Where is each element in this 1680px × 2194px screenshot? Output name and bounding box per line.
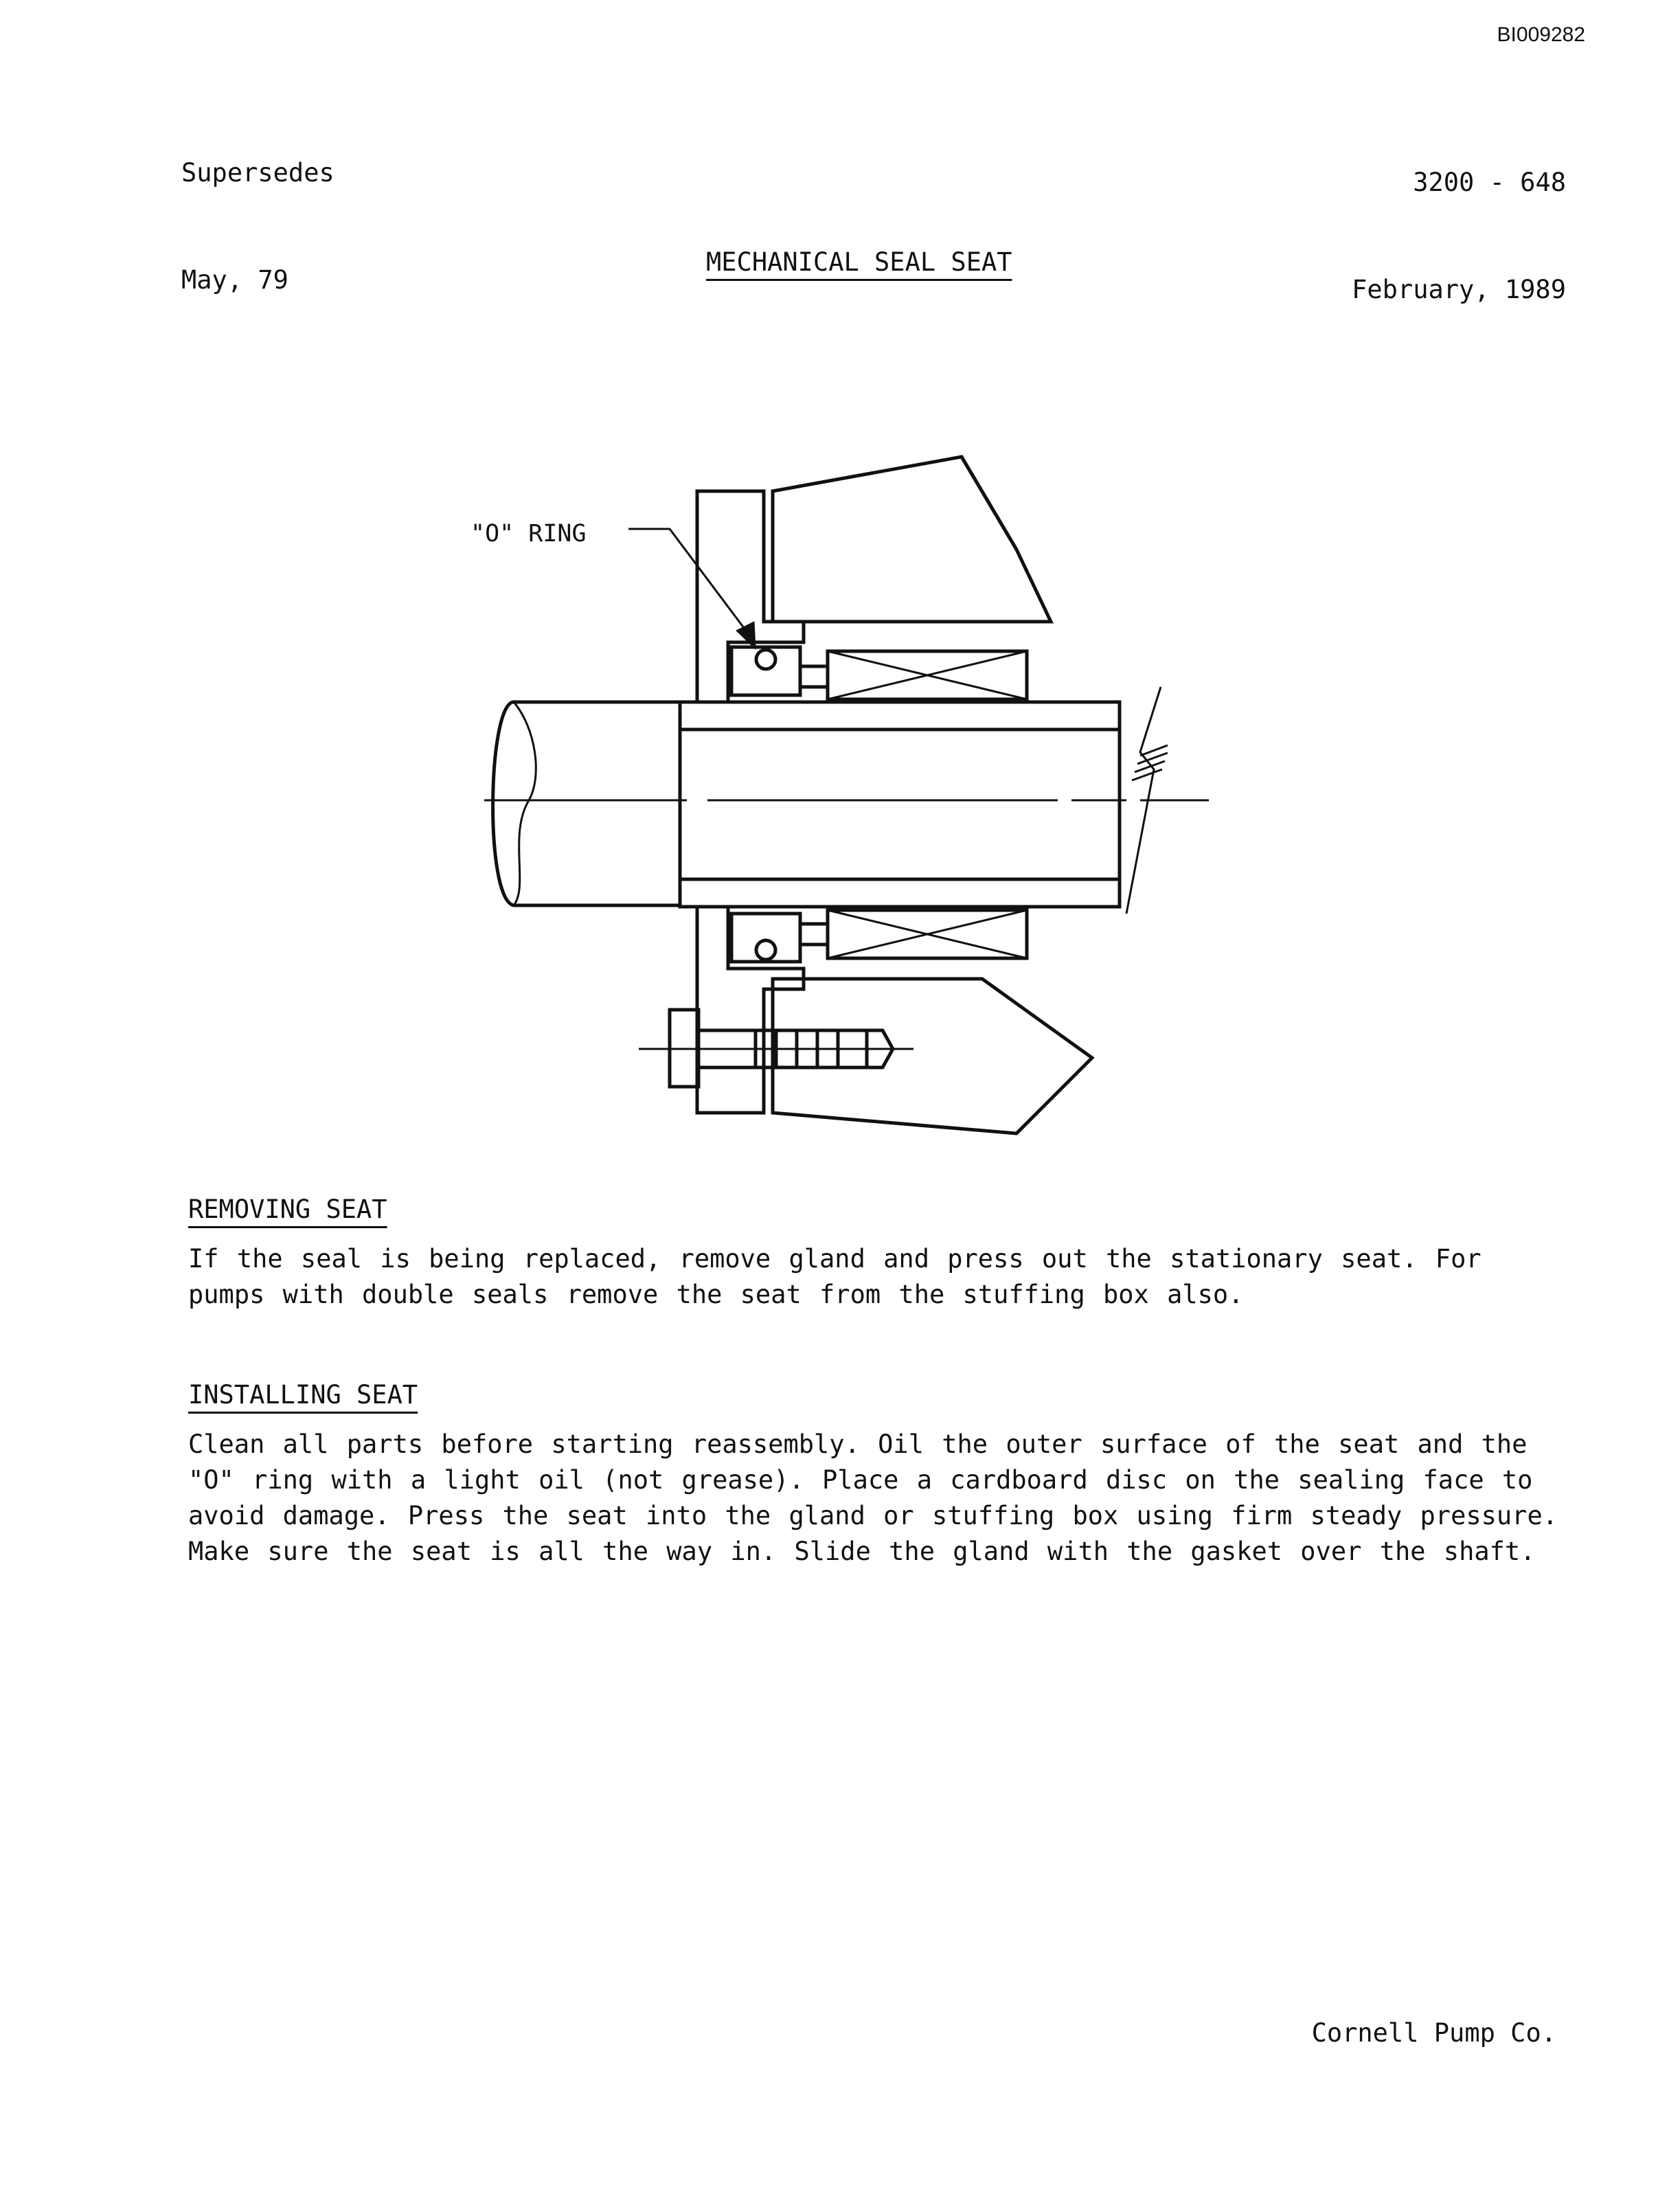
reference-number: 3200 - 648: [1413, 168, 1566, 197]
page-title: MECHANICAL SEAL SEAT: [706, 247, 1012, 277]
section-heading-removing: REMOVING SEAT: [188, 1195, 387, 1224]
document-id: BI009282: [1497, 23, 1585, 46]
footer-company: Cornell Pump Co.: [1311, 2018, 1556, 2048]
stationary-seat-lower: [731, 914, 800, 962]
gland-bolt: [639, 1010, 913, 1087]
gland-lower: [697, 907, 804, 1113]
stuffing-box-lower: [773, 979, 1092, 1133]
gland-upper: [697, 491, 804, 702]
section-heading-installing: INSTALLING SEAT: [188, 1380, 418, 1410]
o-ring-upper: [756, 650, 775, 669]
section-body-removing: If the seal is being replaced, remove gland and press out the stationary seat. For pumps with double seals remove the seat from the stuffing box also.: [188, 1244, 1482, 1309]
supersedes-label: Supersedes: [181, 158, 334, 188]
stationary-seat-upper: [731, 647, 800, 695]
rotating-seal-upper: [828, 651, 1027, 699]
rotating-seal-lower: [828, 910, 1027, 958]
supersedes-date: May, 79: [181, 265, 288, 295]
shaft: [493, 702, 680, 905]
o-ring-leader: [628, 529, 756, 649]
reference-date: February, 1989: [1352, 275, 1566, 304]
section-body-installing: Clean all parts before starting reassembly. Oil the outer surface of the seat and the "O" ring with a light oil (not grease). Place a cardboard disc on the sealing face to avoid damage. Press the seat into the gland or stuffing box using firm steady pressure. Make sure the seat is all the way in. Slide the gland with the gasket over the shaft.: [188, 1429, 1558, 1566]
stuffing-box-upper: [773, 457, 1051, 622]
o-ring-lower: [756, 940, 775, 960]
o-ring-label: "O" RING: [470, 520, 587, 547]
